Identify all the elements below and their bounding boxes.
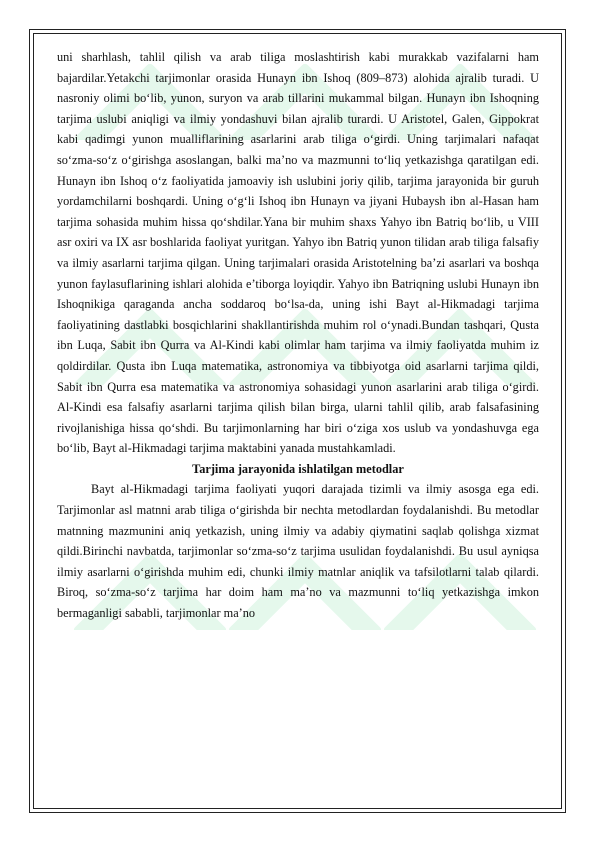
paragraph: uni sharhlash, tahlil qilish va arab tiliga moslashtirish kabi murakkab vazifalarni ham bajardilar.Yetakchi tarjimonlar orasida Hunayn ibn Ishoq (809–873) alohida ajralib turadi. U nasroniy olimi bo‘lib, yunon, suryon va arab tillarini mukammal bilgan. Hunayn ibn Ishoqning tarjima uslubi aniqligi va ilmiy yondashuvi bilan ajralib turardi. U Aristotel, Galen, Gippokrat kabi qadimgi yunon mualliflarining asarlarini arab tiliga o‘girdi. Uning tarjimalari nafaqat so‘zma-so‘z o‘girishga asoslangan, balki ma’no va mazmunni to‘liq yetkazishga qaratilgan edi. Hunayn ibn Ishoq o‘z faoliyatida jamoaviy ish uslubini joriy qilib, tarjima jarayonida bir guruh yordamchilarni boshqardi. Uning o‘g‘li Ishoq ibn Hunayn va jiyani Hubaysh ibn al-Hasan ham tarjima sohasida muhim hissa qo‘shdilar.Yana bir muhim shaxs Yahyo ibn Batriq bo‘lib, u VIII asr oxiri va IX asr boshlarida faoliyat yuritgan. Yahyo ibn Batriq yunon tilidan arab tiliga falsafiy va ilmiy asarlarni tarjima qilgan. Uning tarjimalari orasida Aristotelning ba’zi asarlari va boshqa yunon faylasuflarining ishlari alohida e’tiborga loyiqdir. Yahyo ibn Batriqning uslubi Hunayn ibn Ishoqnikiga qaraganda ancha soddaroq bo‘lsa-da, uning ishi Bayt al-Hikmadagi tarjima faoliyatining dastlabki bosqichlarini shakllantirishda muhim rol o‘ynadi.Bundan tashqari, Qusta ibn Luqa, Sabit ibn Qurra va Al-Kindi kabi olimlar ham tarjima va ilmiy faoliyatda muhim iz qoldirdilar. Qusta ibn Luqa matematika, astronomiya va tibbiyotga oid asarlarni tarjima qildi, Sabit ibn Qurra esa matematika va astronomiya sohasidagi yunon asarlarini arab tiliga o‘girdi. Al-Kindi esa falsafiy asarlarni tarjima qilish bilan birga, ularni tahlil qilib, arab falsafasining rivojlanishiga hissa qo‘shdi. Bu tarjimonlarning har biri o‘ziga xos uslub va yondashuvga ega bo‘lib, Bayt al-Hikmadagi tarjima maktabini yanada mustahkamladi. <box>57 50 539 456</box>
paragraph: Bayt al-Hikmadagi tarjima faoliyati yuqori darajada tizimli va ilmiy asosga ega edi. Tarjimonlar asl matnni arab tiliga o‘girishda bir nechta metodlardan foydalanishdi. Bu metodlar matnning mazmunini aniq yetkazish, uning ilmiy va adabiy qiymatini saqlab qolishga xizmat qildi.Birinchi navbatda, tarjimonlar so‘zma-so‘z tarjima usulidan foydalanishdi. Bu usul ayniqsa ilmiy asarlarni o‘girishda muhim edi, chunki ilmiy matnlar aniqlik va tafsilotlarni talab qilardi. Biroq, so‘zma-so‘z tarjima har doim ham ma’no va mazmunni to‘liq yetkazishga imkon bermaganligi sababli, tarjimonlar ma’no <box>57 482 539 621</box>
document-body <box>57 47 539 624</box>
section-heading: Tarjima jarayonida ishlatilgan metodlar <box>192 461 404 476</box>
